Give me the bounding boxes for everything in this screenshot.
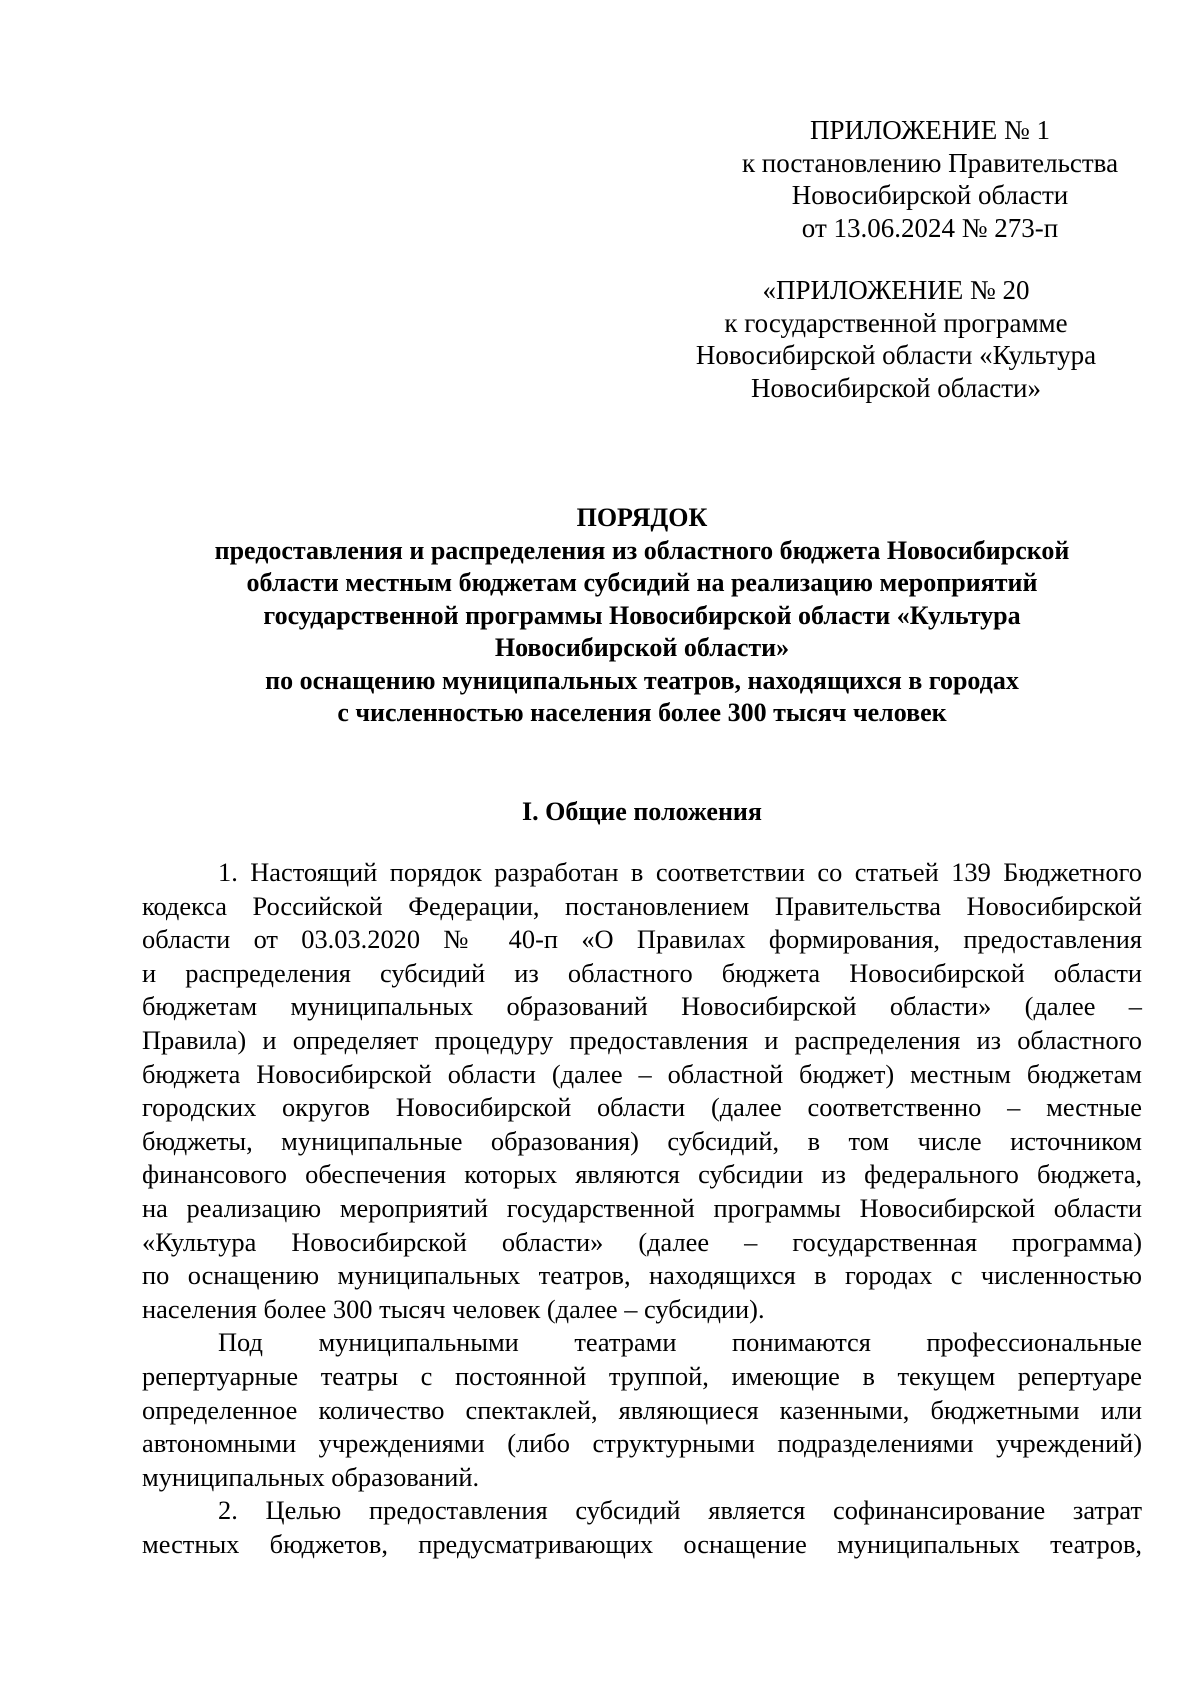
appendix-1-line: Новосибирской области (791, 180, 1069, 210)
paragraph-line: бюджетам муниципальных образований Новосибирской области» (далее – (142, 991, 1142, 1022)
title-line: предоставления и распределения из областного бюджета Новосибирской (214, 535, 1070, 565)
paragraph-line: «Культура Новосибирской области» (далее – государственная программа) (142, 1226, 1142, 1257)
paragraph-line: муниципальных образований. (142, 1461, 480, 1492)
paragraph-line: репертуарные театры с постоянной труппой, имеющие в текущем репертуаре (142, 1360, 1142, 1391)
paragraph-line: населения более 300 тысяч человек (далее – субсидии). (142, 1293, 765, 1324)
paragraph-line: автономными учреждениями (либо структурными подразделениями учреждений) (142, 1428, 1142, 1459)
title-line: по оснащению муниципальных театров, находящихся в городах (265, 665, 1019, 695)
paragraph-line: Под муниципальными театрами понимаются профессиональные (218, 1327, 1142, 1358)
paragraph-line: кодекса Российской Федерации, постановлением Правительства Новосибирской (142, 890, 1142, 921)
paragraph-line: 1. Настоящий порядок разработан в соответствии со статьей 139 Бюджетного (218, 857, 1142, 887)
paragraph-line: городских округов Новосибирской области (далее соответственно – местные (142, 1092, 1142, 1123)
paragraph-2 (142, 1326, 1142, 1494)
paragraph-line: бюджеты, муниципальные образования) субсидий, в том числе источником (142, 1125, 1142, 1156)
appendix-20-line: к государственной программе (724, 307, 1068, 338)
appendix-1-line: от 13.06.2024 № 273-п (801, 212, 1059, 243)
title-line: Новосибирской области» (494, 633, 790, 662)
title-heading: ПОРЯДОК (576, 503, 708, 532)
paragraph-line: местных бюджетов, предусматривающих оснащение муниципальных театров, (142, 1528, 1142, 1559)
paragraph-line: и распределения субсидий из областного бюджета Новосибирской области (142, 957, 1142, 988)
title-line: с численностью населения более 300 тысяч человек (337, 698, 947, 727)
paragraph-line: финансового обеспечения которых являются субсидии из федерального бюджета, (142, 1159, 1142, 1190)
paragraph-3 (142, 1494, 1142, 1561)
appendix-20-header (666, 274, 1126, 404)
body-text (142, 856, 1142, 1561)
paragraph-line: 2. Целью предоставления субсидий является софинансирование затрат (218, 1495, 1142, 1526)
paragraph-line: Правила) и определяет процедуру предоставления и распределения из областного (142, 1024, 1142, 1055)
title-line: области местным бюджетам субсидий на реализацию мероприятий (246, 568, 1038, 597)
appendix-20-line: «ПРИЛОЖЕНИЕ № 20 (762, 275, 1030, 305)
document-title (142, 502, 1142, 730)
paragraph-line: области от 03.03.2020 № 40-п «О Правилах формирования, предоставления (142, 924, 1142, 955)
appendix-1-line: к постановлению Правительства (741, 147, 1119, 178)
paragraph-line: на реализацию мероприятий государственной программы Новосибирской области (142, 1192, 1142, 1223)
paragraph-line: определенное количество спектаклей, являющиеся казенными, бюджетными или (142, 1394, 1142, 1425)
paragraph-1 (142, 856, 1142, 1326)
section-heading: I. Общие положения (522, 797, 762, 826)
appendix-20-line: Новосибирской области «Культура (695, 340, 1097, 370)
paragraph-line: по оснащению муниципальных театров, находящихся в городах с численностью (142, 1260, 1142, 1291)
appendix-20-line: Новосибирской области» (750, 372, 1042, 403)
title-line: государственной программы Новосибирской области «Культура (263, 600, 1021, 630)
appendix-1-line: ПРИЛОЖЕНИЕ № 1 (809, 115, 1051, 145)
paragraph-line: бюджета Новосибирской области (далее – областной бюджет) местным бюджетам (142, 1058, 1142, 1089)
appendix-1-header (720, 114, 1140, 244)
